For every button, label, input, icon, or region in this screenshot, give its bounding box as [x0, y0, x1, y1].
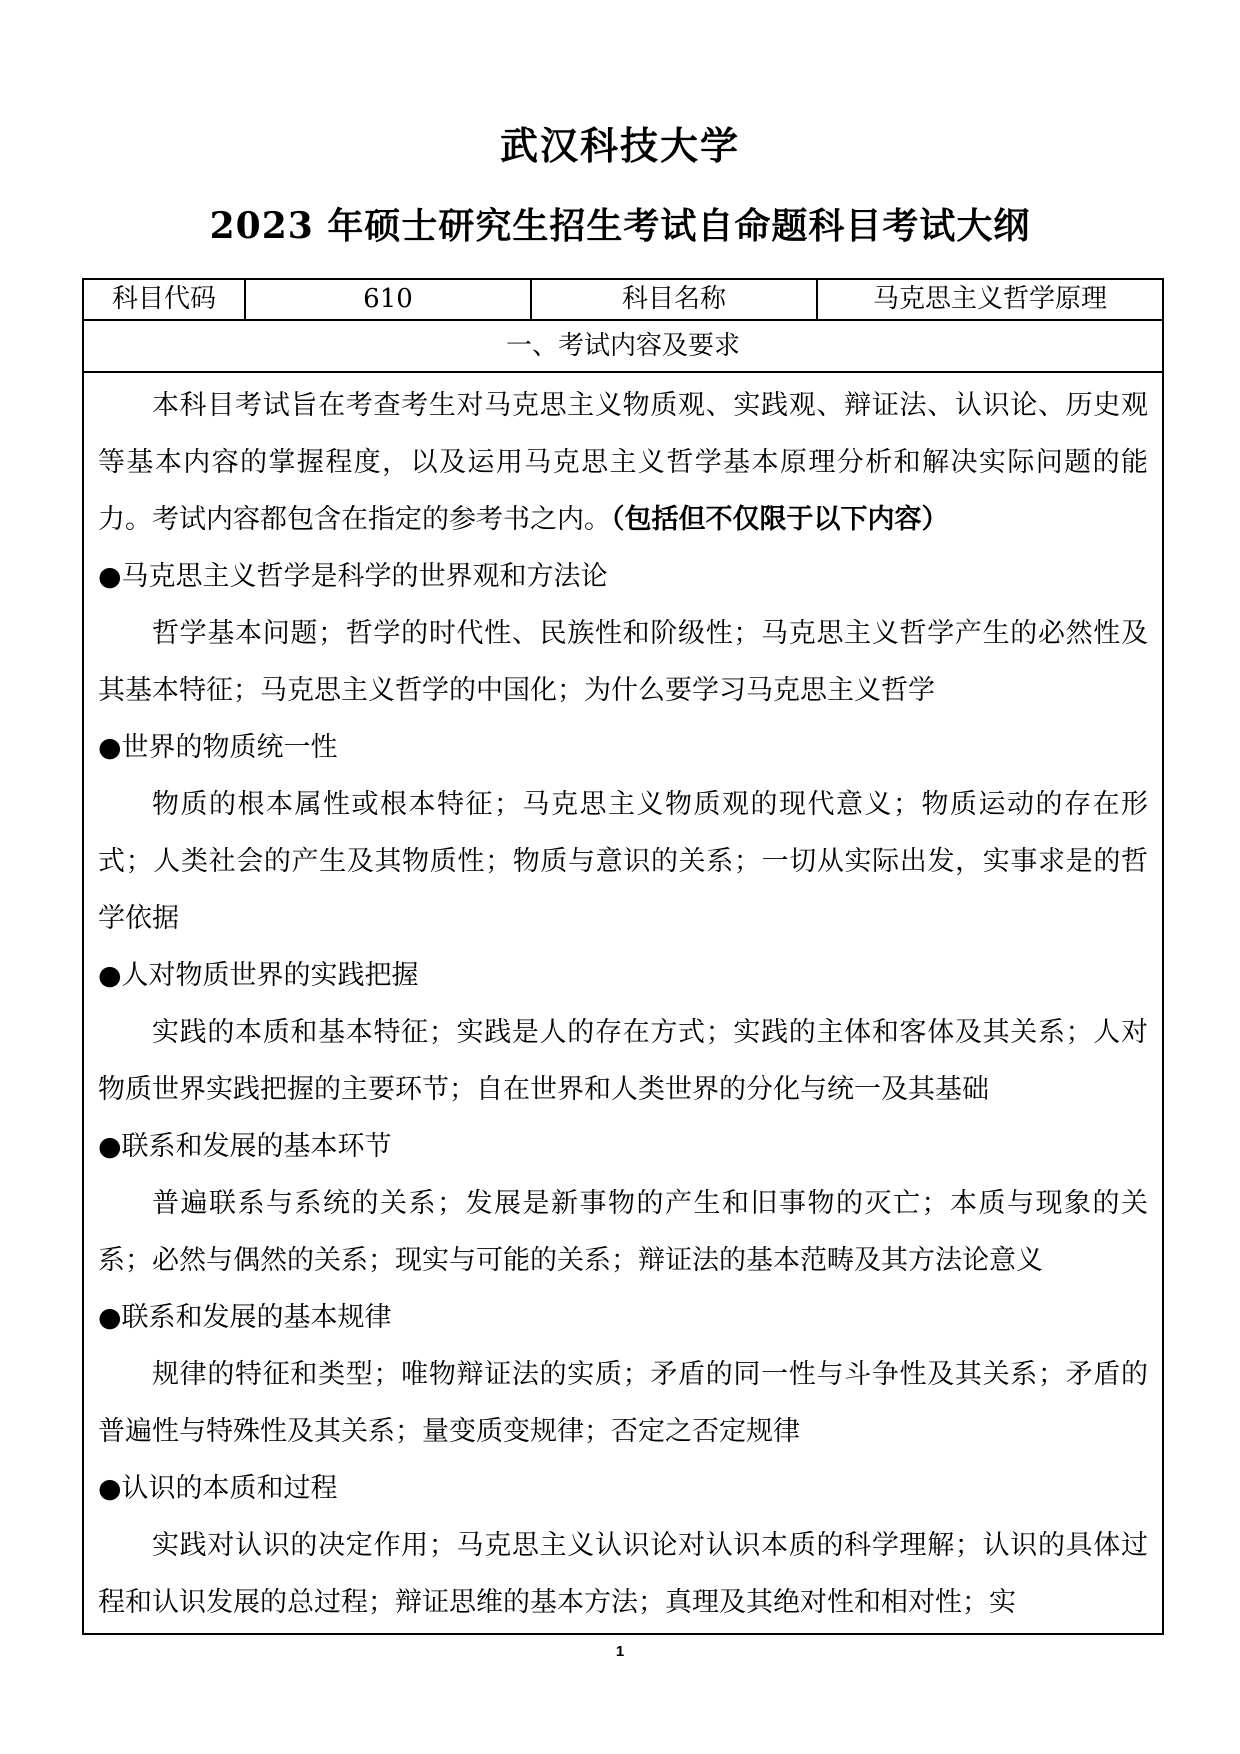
intro-text: 本科目考试旨在考查考生对马克思主义物质观、实践观、辩证法、认识论、历史观等基本内容的掌握程度，以及运用马克思主义哲学基本原理分析和解决实际问题的能力。考试内容都包含在指定的参考书之内。 — [98, 390, 1148, 535]
subject-name-label: 科目名称 — [532, 280, 818, 319]
intro-paragraph — [98, 377, 1148, 548]
topic-heading: ●联系和发展的基本规律 — [98, 1302, 392, 1333]
exam-outline-title: 2023 年硕士研究生招生考试自命题科目考试大纲 — [209, 205, 1031, 247]
university-title: 武汉科技大学 — [499, 123, 740, 168]
section-title: 一、考试内容及要求 — [84, 321, 1162, 373]
topic-body: 物质的根本属性或根本特征；马克思主义物质观的现代意义；物质运动的存在形式；人类社会的产生及其物质性；物质与意识的关系；一切从实际出发，实事求是的哲学依据 — [98, 789, 1148, 934]
topic-heading: ●人对物质世界的实践把握 — [98, 960, 419, 991]
topic-heading: ●世界的物质统一性 — [98, 732, 338, 763]
topic-body: 实践的本质和基本特征；实践是人的存在方式；实践的主体和客体及其关系；人对物质世界实践把握的主要环节；自在世界和人类世界的分化与统一及其基础 — [98, 1017, 1148, 1105]
intro-emphasis: （包括但不仅限于以下内容） — [611, 504, 949, 535]
subject-code-value: 610 — [246, 280, 532, 319]
topic-heading: ●联系和发展的基本环节 — [98, 1131, 392, 1162]
outline-content — [84, 373, 1162, 1631]
topic-body: 哲学基本问题；哲学的时代性、民族性和阶级性；马克思主义哲学产生的必然性及其基本特征；马克思主义哲学的中国化；为什么要学习马克思主义哲学 — [98, 618, 1148, 706]
subject-info-row — [84, 280, 1162, 321]
topic-body: 规律的特征和类型；唯物辩证法的实质；矛盾的同一性与斗争性及其关系；矛盾的普遍性与特殊性及其关系；量变质变规律；否定之否定规律 — [98, 1359, 1148, 1447]
topic-body: 普遍联系与系统的关系；发展是新事物的产生和旧事物的灭亡；本质与现象的关系；必然与偶然的关系；现实与可能的关系；辩证法的基本范畴及其方法论意义 — [98, 1188, 1148, 1276]
subject-code-label: 科目代码 — [84, 280, 246, 319]
page-number: 1 — [615, 1643, 625, 1660]
topic-body: 实践对认识的决定作用；马克思主义认识论对认识本质的科学理解；认识的具体过程和认识发展的总过程；辩证思维的基本方法；真理及其绝对性和相对性；实 — [98, 1530, 1148, 1618]
outline-table — [82, 278, 1164, 1635]
subject-name-value: 马克思主义哲学原理 — [872, 284, 1107, 314]
topic-heading: ●马克思主义哲学是科学的世界观和方法论 — [98, 561, 608, 592]
topic-heading: ●认识的本质和过程 — [98, 1473, 338, 1504]
